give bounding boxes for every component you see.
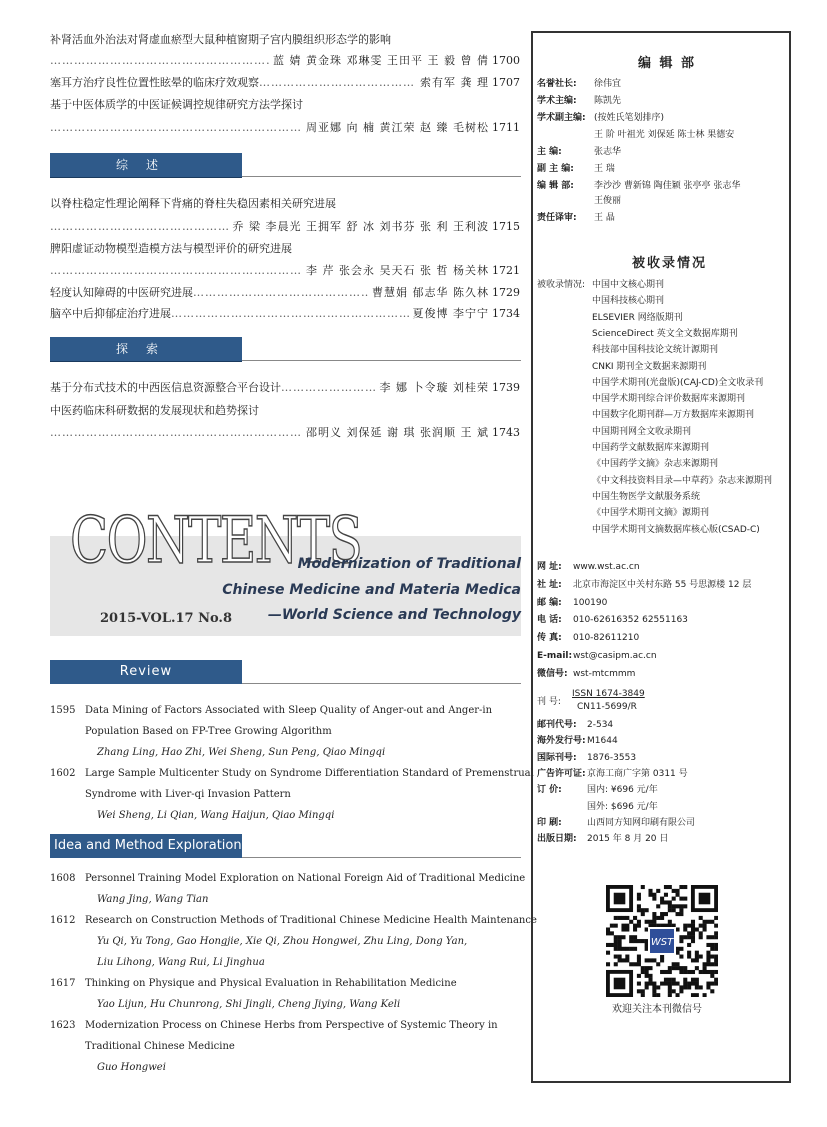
indexed-item: 中国生物医学文献服务系统 (592, 491, 701, 502)
editorial-row: 主 编: 张志华 (537, 147, 622, 157)
en-title: Traditional Chinese Medicine (85, 1041, 235, 1052)
en-authors: Liu Lihong, Wang Rui, Li Jinghua (97, 957, 265, 968)
pub-row: 国外: $696 元/年 (587, 801, 658, 812)
section-bar-explore: 探索 (50, 337, 242, 362)
contact-row: 社 址: 北京市海淀区中关村东路 55 号思源楼 12 层 (537, 579, 752, 590)
en-title: Syndrome with Liver-qi Invasion Pattern (85, 789, 291, 800)
toc-entry[interactable]: 塞耳方治疗良性位置性眩晕的临床疗效观察 …………………………………………………………………………………………………………………… 索有军 龚 理 1707 (50, 75, 520, 90)
en-authors: Yao Lijun, Hu Chunrong, Shi Jingli, Cheng Jiying, Wang Keli (97, 999, 401, 1010)
en-title: Thinking on Physique and Physical Evaluation in Rehabilitation Medicine (85, 978, 457, 989)
qr-code-icon (606, 885, 718, 997)
indexed-item: 中国学术期刊(光盘版)(CAJ-CD)全文收录刊 (592, 377, 764, 388)
toc-author-line: …………………………………………………………………………………………………………………… 乔 梁 李晨光 王拥军 舒 冰 刘书芬 张 利 王利波 1715 (50, 219, 520, 234)
toc-title[interactable]: 以脊柱稳定性理论阐释下背痛的脊柱失稳因素相关研究进展 (50, 197, 336, 210)
en-authors: Yu Qi, Yu Tong, Gao Hongjie, Xie Qi, Zhou Hongwei, Zhu Ling, Dong Yan, (97, 936, 468, 947)
en-authors: Wei Sheng, Li Qian, Wang Haijun, Qiao Mingqi (97, 810, 335, 821)
contact-row: 邮 编: 100190 (537, 597, 608, 608)
indexed-item: 中国数字化期刊群—万方数据库来源期刊 (592, 410, 755, 421)
toc-entry[interactable]: 脑卒中后抑郁症治疗进展 …………………………………………………………………………………………………………………… 夏俊博 李宁宁 1734 (50, 306, 520, 321)
editorial-row: 编 辑 部: 李沙沙 曹新锦 陶佳颖 张亭亭 张志华 (537, 181, 741, 191)
indexed-item: 《中国学术期刊文摘》源期刊 (592, 508, 710, 519)
pub-row: 邮刊代号: 2-534 (537, 720, 614, 730)
indexed-item: 中国学术期刊综合评价数据库来源期刊 (592, 394, 746, 405)
section-divider (242, 683, 521, 684)
pub-row: 国际刊号: 1876-3553 (537, 752, 637, 763)
pub-row: 广告许可证:京海工商广字第 0311 号 (537, 768, 688, 779)
qr-logo-text: WST (650, 937, 674, 948)
indexed-item: 中国期刊网全文收录期刊 (592, 426, 692, 437)
wechat-qr-code[interactable] (606, 885, 718, 997)
section-divider (242, 857, 521, 858)
pub-row: 海外发行号:M1644 (537, 736, 618, 747)
indexed-item: 中国中文核心期刊 (592, 280, 665, 290)
contact-row: 传 真: 010-82611210 (537, 633, 640, 644)
toc-title[interactable]: 中医药临床科研数据的发展现状和趋势探讨 (50, 404, 259, 417)
pub-row: 订 价: 国内: ¥696 元/年 (537, 785, 658, 796)
editorial-row: 学术副主编: (按姓氏笔划排序) (537, 113, 665, 123)
editorial-row: 副 主 编: 王 瑞 (537, 164, 615, 174)
en-authors: Wang Jing, Wang Tian (97, 894, 209, 905)
en-title: Data Mining of Factors Associated with Sleep Quality of Anger-out and Anger-in (85, 705, 493, 716)
section-divider (242, 176, 521, 177)
pub-row: 出版日期: 2015 年 8 月 20 日 (537, 834, 669, 845)
toc-title[interactable]: 补肾活血外治法对肾虚血瘀型大鼠种植窗期子宫内膜组织形态学的影响 (50, 33, 391, 46)
section-bar-review-en: Review (50, 660, 242, 684)
toc-author-line: …………………………………………………………………………………………………………………… 蓝 婧 黄金珠 邓琳雯 王田平 王 毅 曾 倩 1700 (50, 53, 520, 68)
en-title: Personnel Training Model Exploration on National Foreign Aid of Traditional Medicine (85, 873, 526, 884)
contact-row: 网 址: www.wst.ac.cn (537, 562, 640, 572)
issn-label: 刊 号: (537, 697, 561, 707)
toc-entry[interactable]: 基于分布式技术的中西医信息资源整合平台设计 …………………………………………………………………………………………………………………… 李 娜 卜令璇 刘桂荣 1739 (50, 380, 520, 395)
indexed-item: ELSEVIER 网络版期刊 (592, 312, 683, 323)
indexed-heading: 被收录情况 (632, 256, 708, 271)
indexed-item: 中国科技核心期刊 (592, 296, 665, 307)
journal-title-line3: —World Science and Technology (267, 607, 521, 623)
editorial-row: 王俊丽 (594, 196, 622, 206)
cn-value: CN11-5699/R (577, 702, 637, 712)
issue-number: 2015-VOL.17 No.8 (100, 611, 232, 626)
editorial-row: 王 阶 叶祖光 刘保延 陈士林 果德安 (594, 130, 735, 140)
en-authors: Guo Hongwei (97, 1062, 166, 1073)
editorial-row: 责任译审: 王 晶 (537, 213, 615, 223)
indexed-item: 《中文科技资料目录—中草药》杂志来源期刊 (592, 475, 773, 486)
contact-row: 电 话: 010-62616352 62551163 (537, 615, 688, 626)
section-divider (242, 360, 521, 361)
pub-row: 印 刷: 山西同方知网印刷有限公司 (537, 817, 696, 828)
editorial-row: 学术主编: 陈凯先 (537, 96, 622, 106)
toc-author-line: …………………………………………………………………………………………………………………… 李 芹 张会永 吴天石 张 哲 杨关林 1721 (50, 263, 520, 278)
toc-title[interactable]: 基于中医体质学的中医证候调控规律研究方法学探讨 (50, 98, 303, 111)
section-bar-review: 综述 (50, 153, 242, 178)
editorial-heading: 编 辑 部 (638, 56, 697, 71)
toc-entry[interactable]: 轻度认知障碍的中医研究进展 …………………………………………………………………………………………………………………… 曹慧娟 郁志华 陈久林 1729 (50, 285, 520, 300)
toc-author-line: …………………………………………………………………………………………………………………… 邵明义 刘保延 谢 琪 张润顺 王 斌 1743 (50, 425, 520, 440)
en-title: Population Based on FP-Tree Growing Algorithm (85, 726, 332, 737)
contents-heading: CONTENTS (70, 504, 362, 578)
en-title: Large Sample Multicenter Study on Syndrome Differentiation Standard of Premenstrual (85, 768, 534, 779)
journal-title-line1: Modernization of Traditional (297, 556, 521, 572)
indexed-item: 科技部中国科技论文统计源期刊 (592, 345, 719, 356)
en-authors: Zhang Ling, Hao Zhi, Wei Sheng, Sun Peng, Qiao Mingqi (97, 747, 386, 758)
indexed-item: 中国药学文献数据库来源期刊 (592, 443, 710, 453)
indexed-item: ScienceDirect 英文全文数据库期刊 (592, 328, 738, 339)
qr-caption: 欢迎关注本刊微信号 (612, 1004, 702, 1015)
toc-author-line: …………………………………………………………………………………………………………………… 周亚娜 向 楠 黄江荣 赵 臻 毛树松 1711 (50, 120, 520, 135)
section-bar-idea-en: Idea and Method Exploration (50, 834, 242, 858)
editorial-row: 名誉社长: 徐伟宜 (537, 79, 622, 89)
indexed-item: CNKI 期刊全文数据来源期刊 (592, 361, 707, 372)
indexed-item: 中国学术期刊文摘数据库核心版(CSAD-C) (592, 524, 760, 535)
contact-row: 微信号: wst-mtcmmm (537, 668, 636, 679)
journal-title-line2: Chinese Medicine and Materia Medica (222, 582, 521, 598)
indexed-item: 《中国药学文摘》杂志来源期刊 (592, 459, 719, 470)
indexed-label: 被收录情况: (537, 280, 586, 290)
issn-value: ISSN 1674-3849 (572, 689, 645, 699)
en-title: Research on Construction Methods of Traditional Chinese Medicine Health Maintenance (85, 915, 537, 926)
en-title: Modernization Process on Chinese Herbs from Perspective of Systemic Theory in (85, 1020, 498, 1031)
toc-title[interactable]: 脾阳虚证动物模型造模方法与模型评价的研究进展 (50, 242, 292, 255)
contact-row: E-mail:wst@casipm.ac.cn (537, 651, 657, 661)
